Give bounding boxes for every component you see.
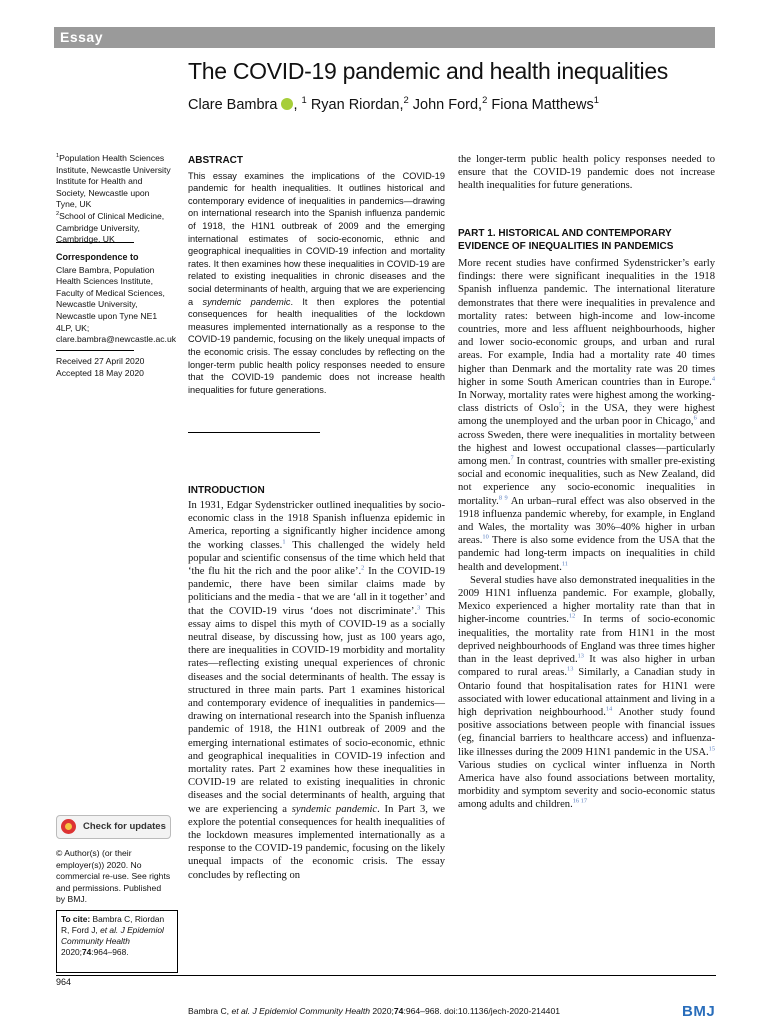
part1-heading: PART 1. HISTORICAL AND CONTEMPORARY EVIDENCE OF INEQUALITIES IN PANDEMICS [458,228,674,252]
author-affiliation: 1 [301,94,307,106]
affiliations: $^1$Population Health Sciences Institute, Newcastle University Institute for Health and Society, Newcastle upon Tyne, UK $^2$School of Clinical Medicine, Cambridge University, Cambridge, UK [56,153,171,245]
reference-link[interactable]: 16 17 [572,797,588,805]
introduction-heading: INTRODUCTION [188,485,265,496]
article-title: The COVID-19 pandemic and health inequalities [188,58,669,84]
reference-link[interactable]: 12 [568,612,576,620]
reference-link[interactable]: 11 [561,560,568,568]
divider [188,432,320,433]
reference-link[interactable]: 10 [482,533,489,541]
divider [56,242,134,243]
introduction-continued: the longer-term public health policy responses needed to ensure that the COVID-19 pandemic does not increase health inequalities for future generations. [458,154,715,192]
correspondence-heading: Correspondence to [56,252,139,262]
reference-link[interactable]: 13 [567,665,574,673]
affiliation-1: Population Health Sciences Institute, Newcastle University Institute for Health and Society, Newcastle upon Tyne, UK [56,153,171,210]
author-affiliation: 2 [403,94,409,106]
received-date: Received 27 April 2020 [56,356,145,366]
author-name[interactable]: Clare Bambra [188,97,278,113]
affiliation-2: School of Clinical Medicine, Cambridge University, Cambridge, UK [56,210,165,245]
correspondence-text[interactable]: Clare Bambra, Population Health Sciences Institute, Faculty of Medical Sciences, Newcastle University, Newcastle upon Tyne NE1 4LP, UK; clare.bambra@newcastle.ac.uk [56,264,177,345]
to-cite-box: To cite: Bambra C, Riordan R, Ford J, et al. J Epidemiol Community Health 2020;74:964–968. [56,910,178,973]
bmj-logo: BMJ [682,1003,716,1020]
reference-link[interactable]: 5 [558,401,562,409]
reference-link[interactable]: 8 9 [498,494,508,502]
check-for-updates-button[interactable]: Check for updates [56,815,171,839]
reference-link[interactable]: 7 [510,454,514,462]
reference-link[interactable]: 2 [361,564,365,572]
correspondence [56,252,177,346]
article-dates [56,356,172,379]
update-icon [61,819,76,834]
author-name[interactable]: Fiona Matthews [491,97,594,113]
author-list: Clare Bambra , $^1$ Ryan Riordan,$^2$ John Ford,$^2$ Fiona Matthews$^1$ [188,94,599,113]
author-affiliation: 1 [593,94,599,106]
abstract-heading: ABSTRACT [188,155,243,166]
license-text: © Author(s) (or their employer(s)) 2020. No commercial re-use. See rights and permissions. Published by BMJ. [56,848,171,905]
introduction-body: In 1931, Edgar Sydenstricker outlined inequalities by socio-economic class in the 1918 Spanish influenza epidemic in America, reporting a significantly higher incidence among the working classes.$^1$ This challenged the widely held popular and scientific consensus of the time which held that ‘the flu hit the rich and the poor alike’.$^2$ In the COVID-19 pandemic, there have been similar claims made by politicians and the media - that we are ‘all in it together’ and that the COVID-19 virus ‘does not discriminate’.$^3$ This essay aims to dispel this myth of COVID-19 as a socially neutral disease, by discussing how, just as 100 years ago, there are inequalities in COVID-19 morbidity and mortality rates—reflecting existing unequal experiences of chronic diseases and the social determinants of health. The essay is structured in three main parts. Part 1 examines historical and contemporary evidence of inequalities in pandemics—drawing on international research into the Spanish influenza pandemic of 1918, the H1N1 outbreak of 2009 and the emerging international estimates of socio-economic, ethnic and geographical inequalities in COVID-19 infection and mortality rates. Part 2 examines how these inequalities in COVID-19 are related to existing inequalities in chronic diseases and the social determinants of health, arguing that we are experiencing a syndemic pandemic. In Part 3, we explore the potential consequences for health inequalities of the lockdown measures implemented internationally as a response to the COVID-19 pandemic, focusing on the likely unequal impacts of the economic crisis. The essay concludes by reflecting on [188,500,446,881]
part1-body: More recent studies have confirmed Sydenstricker’s early findings: there were significant inequalities in the 1918 Spanish influenza pandemic. The international literature demonstrates that there were inequalities in prevalence and mortality rates: between high-income and low-income countries, more and less affluent neighbourhoods, higher and lower socio-economic groups, and urban and rural areas. For example, India had a mortality rate 40 times higher than Denmark and the mortality rate was 20 times higher in some South American countries than in Europe.$^4$ In Norway, mortality rates were highest among the working-class districts of Oslo$^5$; in the USA, they were highest among the unemployed and the urban poor in Chicago,$^6$ and across Sweden, there were inequalities in mortality between the highest and lowest occupational classes—particularly among men.$^7$ In contrast, countries with smaller pre-existing social and economic inequalities, such as New Zealand, did not experience any socio-economic inequalities in mortality.$^{8 9}$ An urban–rural effect was also observed in the 1918 influenza pandemic whereby, for example, in England and Wales, the mortality was 30%–40% higher in urban areas.$^{10}$ There is also some evidence from the USA that the pandemic had long-term impacts on inequalities in child health and development.$^{11}$ Several studies have also demonstrated inequalities in the 2009 H1N1 influenza pandemic. For example, globally, Mexico experienced a higher mortality rate than that in higher-income countries.$^{12}$ In terms of socio-economic inequalities, the mortality rate from H1N1 in the most deprived neighbourhoods of England was three times higher than in the least deprived.$^{13}$ It was also higher in urban compared to rural areas.$^{13}$ Similarly, a Canadian study in Ontario found that hospitalisation rates for H1N1 were associated with lower educational attainment and living in a high deprivation neighbourhood.$^{14}$ Another study found positive associations between people with financial issues (eg, financial barriers to healthcare access) and influenza-like illnesses during the 2009 H1N1 pandemic in the USA.$^{15}$ Various studies on cyclical winter influenza in North America have also found associations between mortality, morbidity and symptom severity and socio-economic status among adults and children.$^{16 17}$ [458,258,716,811]
reference-link[interactable]: 15 [708,744,715,752]
section-banner [54,27,715,48]
section-label: Essay [60,29,103,45]
abstract: ABSTRACT This essay examines the implications of the COVID-19 pandemic for health inequalities. It outlines historical and contemporary evidence of inequalities in pandemics—drawing on international research into the Spanish influenza pandemic of 1918, the H1N1 outbreak of 2009 and the emerging international estimates of socio-economic, ethnic and geographical inequalities in COVID-19 infection and mortality rates. It then examines how these inequalities in COVID-19 are related to existing inequalities in chronic diseases and the social determinants of health, arguing that we are experiencing a syndemic pandemic. It then explores the potential consequences for health inequalities of the lockdown measures implemented internationally as a response to the COVID-19 pandemic, focusing on the likely unequal impacts of the economic crisis. The essay concludes by reflecting on the longer-term public health policy responses needed to ensure that the COVID-19 pandemic does not increase health inequalities for future generations. [188,155,445,395]
reference-link[interactable]: 1 [282,538,286,546]
author-affiliation: 2 [482,94,488,106]
reference-link[interactable]: 13 [577,652,584,660]
footer-citation: Bambra C, et al. J Epidemiol Community Health 2020;74:964–968. doi:10.1136/jech-2020-214401 [188,1006,561,1016]
orcid-icon[interactable] [281,98,293,110]
accepted-date: Accepted 18 May 2020 [56,367,144,378]
reference-link[interactable]: 14 [605,705,613,713]
reference-link[interactable]: 6 [693,414,697,422]
reference-link[interactable]: 4 [711,375,715,383]
footer-divider [56,975,716,976]
divider [56,350,134,351]
reference-link[interactable]: 3 [417,604,421,612]
author-name[interactable]: Ryan Riordan, [310,97,404,113]
author-name[interactable]: John Ford, [412,97,483,113]
page-number: 964 [56,977,72,987]
